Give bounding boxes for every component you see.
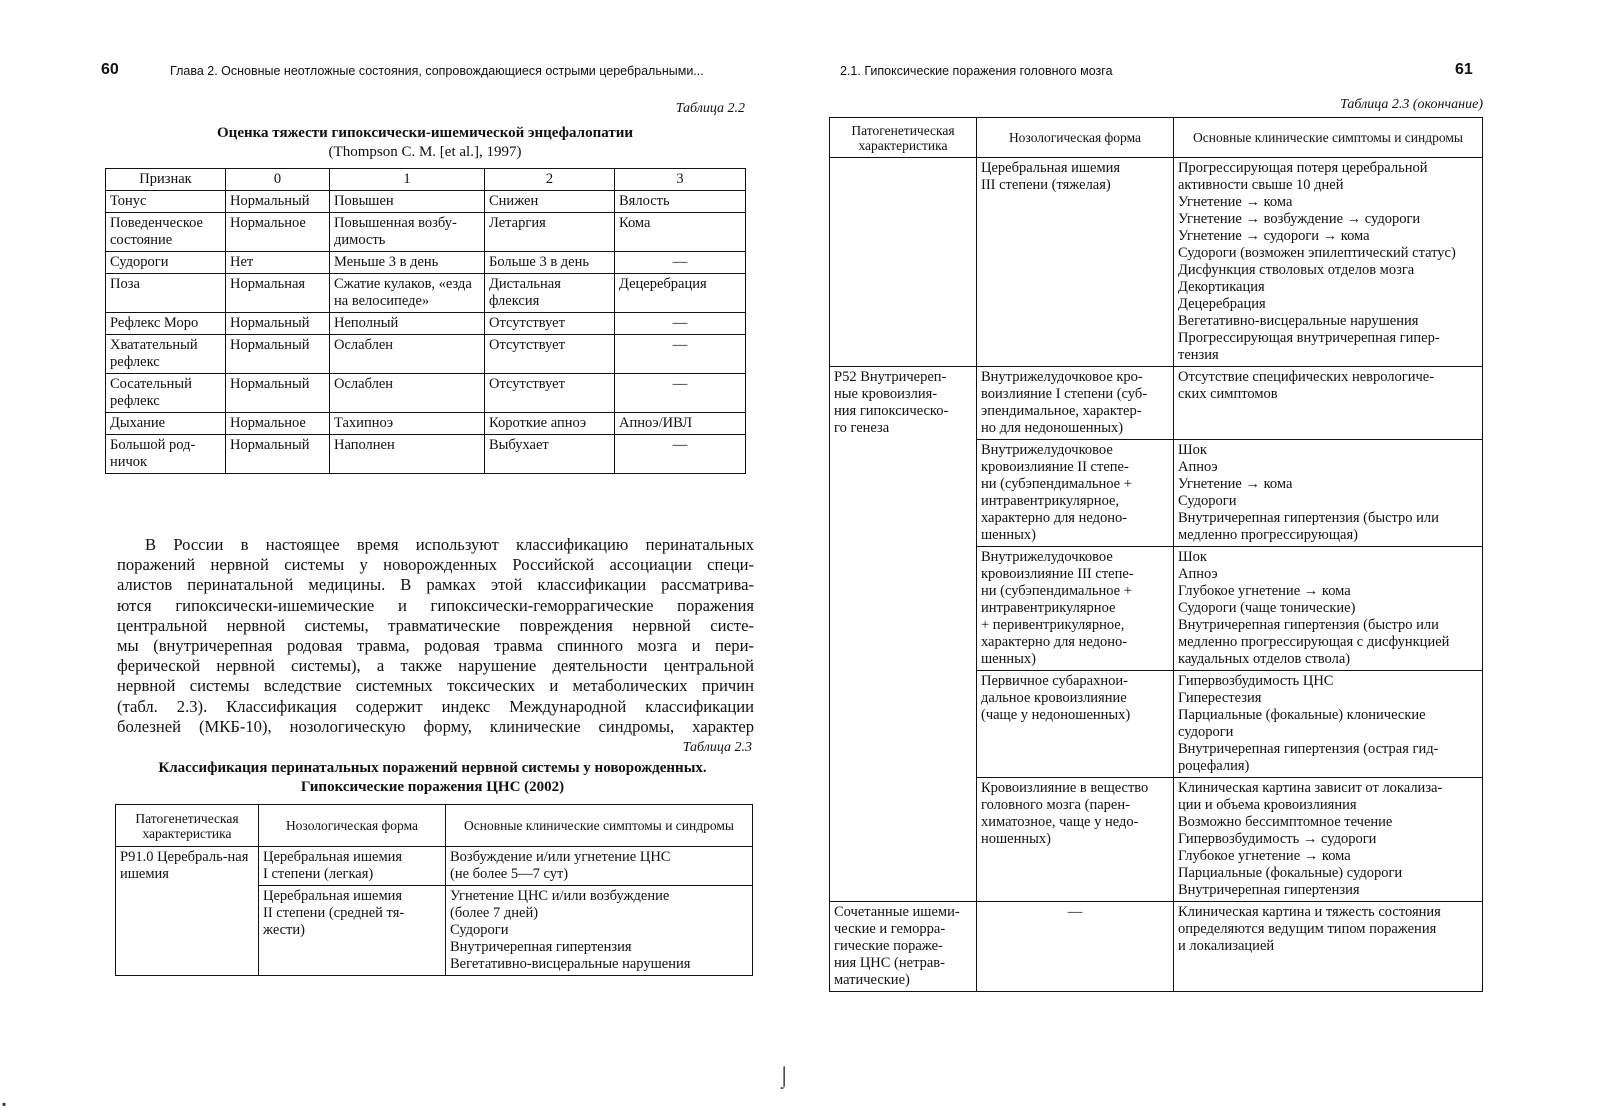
cell-line: Парциальные (фокальные) судороги [1178, 865, 1403, 881]
cell-line: P52 Внутричереп- [834, 369, 947, 385]
cell-line: воизлияние I степени (суб- [981, 386, 1148, 402]
cell-line: медленно прогрессирующая с дисфункцией [1178, 634, 1450, 650]
table-cell: Хватательный рефлекс [106, 335, 226, 374]
form-cell [259, 847, 446, 886]
cell-line: ношенных) [981, 831, 1051, 847]
cell-line: Угнетение ЦНС и/или возбуждение [450, 888, 670, 904]
table-row [106, 413, 746, 435]
group-cell [830, 367, 977, 902]
table-row [106, 435, 746, 474]
paragraph-line: ются гипоксически-ишемические и гипоксически-геморрагические поражения [117, 595, 754, 615]
form-cell [977, 778, 1174, 902]
running-head-right: 2.1. Гипоксические поражения головного мозга [840, 64, 1113, 78]
cell-line: химатозное, чаще у недо- [981, 814, 1139, 830]
cell-line: Возможно бессимптомное течение [1178, 814, 1393, 830]
scan-mark-center: ⌡ [778, 1066, 791, 1088]
table-cell: Нет [226, 252, 330, 274]
table-row [830, 158, 1483, 367]
table-2-3-title-line1: Классификация перинатальных поражений нервной системы у новорожденных. [158, 760, 707, 776]
table-2-3-header-cell: Патогенетическая характеристика [116, 805, 259, 847]
cell-line: I степени (легкая) [263, 866, 374, 882]
table-cell: Выбухает [485, 435, 615, 474]
table-2-3-header-cell: Нозологическая форма [259, 805, 446, 847]
cell-line: шенных) [981, 527, 1036, 543]
table-row [106, 213, 746, 252]
table-row [106, 313, 746, 335]
paragraph-line: мы (внутричерепная родовая травма, родовая травма спинного мозга и пери- [117, 636, 754, 656]
table-cell: Нормальный [226, 191, 330, 213]
body-paragraph [117, 535, 754, 737]
table-cell: Нормальная [226, 274, 330, 313]
table-cell: — [615, 435, 746, 474]
cell-line: Церебральная ишемия [263, 888, 403, 904]
cell-line: Прогрессирующая потеря церебральной [1178, 160, 1428, 176]
cell-line: Церебральная ишемия [981, 160, 1121, 176]
table-2-3-header-cell: Основные клинические симптомы и синдромы [446, 805, 753, 847]
table-cell: Дыхание [106, 413, 226, 435]
cell-line: интравентрикулярное [981, 600, 1116, 616]
table-cell: Нормальный [226, 374, 330, 413]
cell-line: ния гипоксическо- [834, 403, 949, 419]
symptoms-cell [446, 886, 753, 976]
table-2-2-title [105, 124, 745, 162]
cell-line: Отсутствие специфических неврологиче- [1178, 369, 1435, 385]
cell-line: матические) [834, 972, 910, 988]
form-cell [977, 547, 1174, 671]
cell-line: тензия [1178, 347, 1219, 363]
form-cell [977, 158, 1174, 367]
table-cell: — [615, 252, 746, 274]
cell-line: Внутричерепная гипертензия [1178, 882, 1360, 898]
table-cell: Тахипноэ [330, 413, 485, 435]
table-cell: Меньше 3 в день [330, 252, 485, 274]
cell-line: Децеребрация [1178, 296, 1266, 312]
table-cell: Сосательный рефлекс [106, 374, 226, 413]
group-cell: P91.0 Церебраль-ная ишемия [116, 847, 259, 976]
page-number-right: 61 [1455, 61, 1473, 78]
table-cell: Судороги [106, 252, 226, 274]
table-cell: Сжатие кулаков, «езда на велосипеде» [330, 274, 485, 313]
cell-line: Сочетанные ишеми- [834, 904, 960, 920]
paragraph-line: нервной системы вследствие системных токсических и метаболических причин [117, 676, 754, 696]
cell-line: Внутрижелудочковое [981, 442, 1113, 458]
symptoms-cell [1174, 902, 1483, 992]
symptoms-cell [1174, 367, 1483, 440]
table-cell: Отсутствует [485, 374, 615, 413]
cell-line: Вегетативно-висцеральные нарушения [1178, 313, 1419, 329]
table-row [106, 274, 746, 313]
table-2-2-title-text: Оценка тяжести гипоксически-ишемической энцефалопатии [217, 125, 633, 141]
table-2-3-part1 [115, 804, 753, 976]
table-cell: Нормальный [226, 313, 330, 335]
cell-line: Шок [1178, 442, 1207, 458]
symptoms-cell [1174, 547, 1483, 671]
paragraph-line: ферической нервной системы), а также нарушение деятельности центральной [117, 656, 754, 676]
running-head-left: Глава 2. Основные неотложные состояния, сопровождающиеся острыми церебральными... [170, 64, 704, 78]
table-cell: Повышен [330, 191, 485, 213]
table-2-3-part2 [829, 117, 1483, 992]
page-number-left: 60 [101, 61, 119, 78]
cell-line: характерно для недоно- [981, 634, 1128, 650]
table-cell: Нормальный [226, 435, 330, 474]
cell-line: го генеза [834, 420, 890, 436]
cell-line: ния ЦНС (нетрав- [834, 955, 945, 971]
form-cell [977, 902, 1174, 992]
table-row [116, 847, 753, 886]
table-cell: Нормальный [226, 335, 330, 374]
cell-line: ные кровоизлия- [834, 386, 938, 402]
cell-line: жести) [263, 922, 305, 938]
cell-line: роцефалия) [1178, 758, 1250, 774]
table-cell: Отсутствует [485, 313, 615, 335]
cell-line: шенных) [981, 651, 1036, 667]
cell-line: Угнетение → возбуждение → судороги [1178, 211, 1421, 227]
cell-line: Внутричерепная гипертензия (быстро или [1178, 510, 1439, 526]
cell-line: Глубокое угнетение → кома [1178, 848, 1351, 864]
cell-line: ческие и геморра- [834, 921, 946, 937]
table-cell: — [615, 335, 746, 374]
table-cell: Ослаблен [330, 335, 485, 374]
cell-line: кровоизлияние III степе- [981, 566, 1134, 582]
cell-line: — [1067, 904, 1083, 920]
paragraph-line: болезней (МКБ-10), нозологическую форму, клинические синдромы, характер [117, 716, 754, 736]
table-2-3-continued-caption: Таблица 2.3 (окончание) [1340, 97, 1483, 112]
cell-line: активности свыше 10 дней [1178, 177, 1344, 193]
table-cell: Наполнен [330, 435, 485, 474]
cell-line: Парциальные (фокальные) клонические [1178, 707, 1426, 723]
table-cell: Отсутствует [485, 335, 615, 374]
cell-line: кровоизлияние II степе- [981, 459, 1129, 475]
right-page [778, 0, 1600, 1113]
cell-line: Внутричерепная гипертензия [450, 939, 632, 955]
cell-line: но для недоношенных) [981, 420, 1124, 436]
cell-line: Возбуждение и/или угнетение ЦНС [450, 849, 671, 865]
cell-line: интравентрикулярное, [981, 493, 1120, 509]
table-2-3-header-cell: Нозологическая форма [977, 118, 1174, 158]
cell-line: Судороги [1178, 493, 1237, 509]
table-cell: Тонус [106, 191, 226, 213]
cell-line: Первичное субарахнои- [981, 673, 1128, 689]
table-2-3-header-cell: Основные клинические симптомы и синдромы [1174, 118, 1483, 158]
table-2-3-caption: Таблица 2.3 [682, 740, 752, 755]
paragraph-line: алистов перинатальной медицины. В рамках этой классификации рассматрива- [117, 575, 754, 595]
cell-line: ских симптомов [1178, 386, 1278, 402]
cell-line: дальное кровоизлияние [981, 690, 1127, 706]
table-2-2-caption: Таблица 2.2 [675, 101, 745, 116]
cell-line: Угнетение → кома [1178, 194, 1293, 210]
cell-line: Угнетение → кома [1178, 476, 1293, 492]
cell-line: Угнетение → судороги → кома [1178, 228, 1370, 244]
table-cell: Летаргия [485, 213, 615, 252]
cell-line: Судороги (чаще тонические) [1178, 600, 1356, 616]
table-2-2-subtitle: (Thompson C. M. [et al.], 1997) [328, 144, 522, 160]
cell-line: и локализацией [1178, 938, 1275, 954]
cell-line: II степени (средней тя- [263, 905, 405, 921]
cell-line: медленно прогрессирующая) [1178, 527, 1358, 543]
cell-line: Вегетативно-висцеральные нарушения [450, 956, 691, 972]
cell-line: Апноэ [1178, 459, 1218, 475]
paragraph-line: (табл. 2.3). Классификация содержит индекс Международной классификации [117, 696, 754, 716]
symptoms-cell [1174, 778, 1483, 902]
symptoms-cell [1174, 158, 1483, 367]
table-2-2-header-cell: 2 [485, 169, 615, 191]
cell-line: Декортикация [1178, 279, 1265, 295]
table-row [830, 902, 1483, 992]
table-2-3-title [105, 759, 760, 797]
cell-line: определяются ведущим типом поражения [1178, 921, 1437, 937]
table-2-3-header-cell: Патогенетическая характеристика [830, 118, 977, 158]
table-row [106, 191, 746, 213]
table-cell: Нормальное [226, 213, 330, 252]
symptoms-cell [1174, 671, 1483, 778]
table-cell: Большой род-ничок [106, 435, 226, 474]
paragraph-line: В России в настоящее время используют классификацию перинатальных [145, 535, 754, 554]
paragraph-line: поражений нервной системы у новорожденных Российской ассоциации специ- [117, 555, 754, 575]
table-2-2 [105, 168, 746, 474]
table-cell: Ослаблен [330, 374, 485, 413]
cell-line: Церебральная ишемия [263, 849, 403, 865]
table-2-2-header-cell: 0 [226, 169, 330, 191]
cell-line: головного мозга (парен- [981, 797, 1130, 813]
cell-line: Внутрижелудочковое [981, 549, 1113, 565]
cell-line: Дисфункция стволовых отделов мозга [1178, 262, 1415, 278]
cell-line: гические пораже- [834, 938, 943, 954]
table-2-2-header-cell: 3 [615, 169, 746, 191]
cell-line: Внутричерепная гипертензия (быстро или [1178, 617, 1439, 633]
table-cell: Короткие апноэ [485, 413, 615, 435]
table-cell: — [615, 313, 746, 335]
table-cell: Повышенная возбу-димость [330, 213, 485, 252]
cell-line: характерно для недоно- [981, 510, 1128, 526]
cell-line: III степени (тяжелая) [981, 177, 1111, 193]
cell-line: Внутричерепная гипертензия (острая гид- [1178, 741, 1439, 757]
symptoms-cell [1174, 440, 1483, 547]
table-2-3-title-line2: Гипоксические поражения ЦНС (2002) [300, 779, 565, 795]
cell-line: ни (субэпендимальное + [981, 476, 1132, 492]
cell-line: (не более 5—7 сут) [450, 866, 569, 882]
cell-line: Клиническая картина зависит от локализа- [1178, 780, 1443, 796]
cell-line: Гипервозбудимость ЦНС [1178, 673, 1334, 689]
table-cell: Поведенческое состояние [106, 213, 226, 252]
group-cell [830, 902, 977, 992]
form-cell [977, 367, 1174, 440]
table-row [830, 367, 1483, 440]
cell-line: + перивентрикулярное, [981, 617, 1125, 633]
cell-line: Клиническая картина и тяжесть состояния [1178, 904, 1441, 920]
cell-line: Прогрессирующая внутричерепная гипер- [1178, 330, 1440, 346]
table-2-2-header-cell: 1 [330, 169, 485, 191]
cell-line: каудальных отделов ствола) [1178, 651, 1351, 667]
table-cell: Нормальное [226, 413, 330, 435]
table-cell: Кома [615, 213, 746, 252]
cell-line: (более 7 дней) [450, 905, 539, 921]
cell-line: Кровоизлияние в вещество [981, 780, 1149, 796]
table-row [106, 374, 746, 413]
cell-line: ции и объема кровоизлияния [1178, 797, 1357, 813]
table-2-2-header-cell: Признак [106, 169, 226, 191]
cell-line: Шок [1178, 549, 1207, 565]
table-row [106, 252, 746, 274]
cell-line: (чаще у недоношенных) [981, 707, 1131, 723]
table-cell: Апноэ/ИВЛ [615, 413, 746, 435]
paragraph-line: центральной нервной системы, травматические повреждения нервной систе- [117, 615, 754, 635]
form-cell [259, 886, 446, 976]
cell-line: Судороги (возможен эпилептический статус) [1178, 245, 1456, 261]
table-cell: — [615, 374, 746, 413]
cell-line: эпендимальное, характер- [981, 403, 1142, 419]
table-cell: Дистальная флексия [485, 274, 615, 313]
table-cell: Вялость [615, 191, 746, 213]
form-cell [977, 440, 1174, 547]
cell-line: Судороги [450, 922, 509, 938]
table-cell: Больше 3 в день [485, 252, 615, 274]
cell-line: Глубокое угнетение → кома [1178, 583, 1351, 599]
cell-line: ни (субэпендимальное + [981, 583, 1132, 599]
form-cell [977, 671, 1174, 778]
table-cell: Децеребрация [615, 274, 746, 313]
table-cell: Поза [106, 274, 226, 313]
table-cell: Рефлекс Моро [106, 313, 226, 335]
cell-line: Внутрижелудочковое кро- [981, 369, 1143, 385]
scan-mark: ▪ [2, 1097, 7, 1111]
cell-line: судороги [1178, 724, 1234, 740]
cell-line: Гипервозбудимость → судороги [1178, 831, 1377, 847]
table-row [106, 335, 746, 374]
cell-line: Гиперестезия [1178, 690, 1262, 706]
table-cell: Неполный [330, 313, 485, 335]
group-cell [830, 158, 977, 367]
symptoms-cell [446, 847, 753, 886]
cell-line: Апноэ [1178, 566, 1218, 582]
table-cell: Снижен [485, 191, 615, 213]
